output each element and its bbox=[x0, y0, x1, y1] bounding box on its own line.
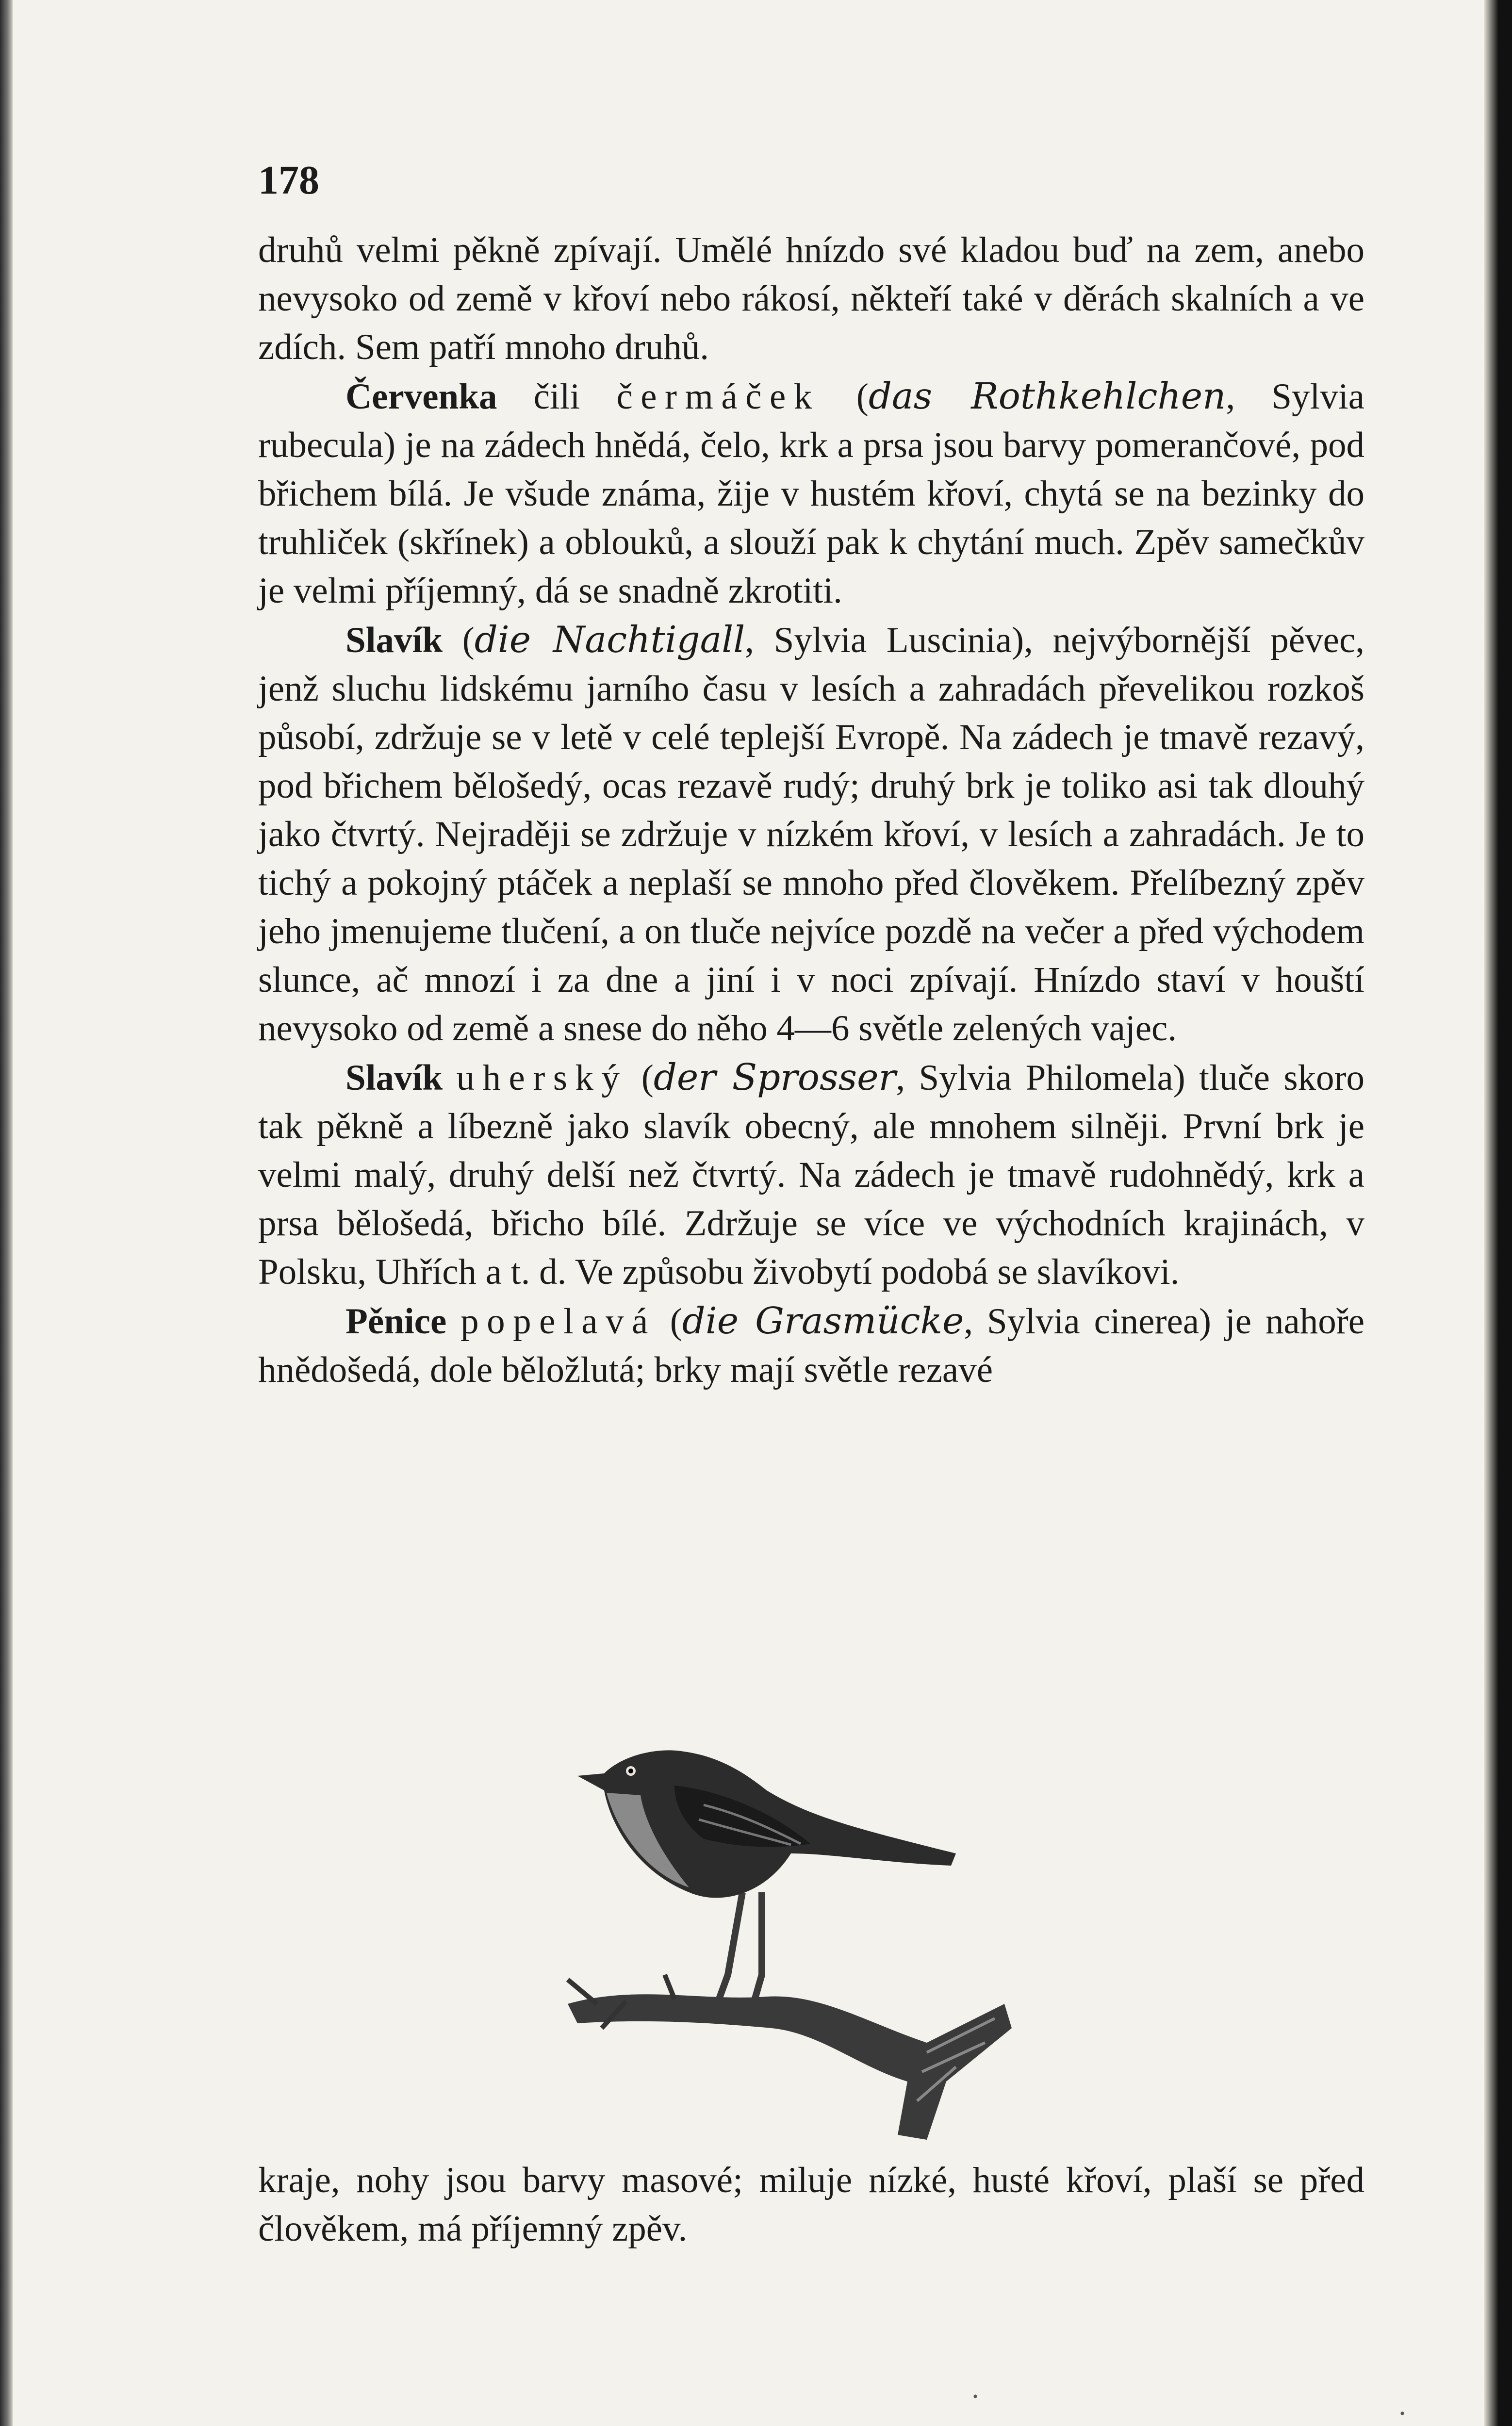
paragraph bbox=[258, 372, 1364, 615]
species-name: Slavík bbox=[345, 1058, 443, 1098]
text-run: , Sylvia cinerea) je nahoře hnědošedá, dole běložlutá; brky mají světle rezavé bbox=[258, 1301, 1365, 1390]
paragraph bbox=[258, 615, 1364, 1053]
paragraph bbox=[258, 1053, 1364, 1296]
page-number: 178 bbox=[258, 158, 319, 203]
body-text-top bbox=[258, 226, 1364, 1394]
species-epithet: uherský bbox=[456, 1058, 628, 1098]
text-run: ( bbox=[627, 1058, 654, 1098]
text-run: ( bbox=[443, 620, 475, 660]
species-epithet: čermáček bbox=[616, 377, 820, 417]
species-name: Pěnice bbox=[345, 1301, 447, 1342]
german-name: die Grasmücke bbox=[682, 1299, 964, 1342]
paragraph bbox=[258, 2156, 1364, 2253]
german-name: das Rothkehlchen bbox=[868, 375, 1226, 417]
paragraph bbox=[258, 1296, 1364, 1394]
species-name: Slavík bbox=[345, 620, 443, 660]
text-run: kraje, nohy jsou barvy masové; miluje nízké, husté křoví, plaší se před člověkem, má příjemný zpěv. bbox=[258, 2160, 1364, 2249]
text-run: , Sylvia rubecula) je na zádech hnědá, čelo, krk a prsa jsou barvy pomerančové, pod břichem bílá. Je všude známa, žije v hustém křoví, chytá se na bezinky do truhliček (skřínek) a oblouků, a slouží pak k chytání much. Zpěv samečkův je velmi příjemný, dá se snadně zkrotiti. bbox=[258, 377, 1364, 611]
text-run: ( bbox=[656, 1301, 682, 1342]
text-run: druhů velmi pěkně zpívají. Umělé hnízdo své kladou buď na zem, anebo nevysoko od země v křoví nebo rákosí, někteří také v děrách skalních a ve zdích. Sem patří mnoho druhů. bbox=[258, 230, 1364, 367]
text-run: , Sylvia Philomela) tluče skoro tak pěkně a líbezně jako slavík obecný, ale mnohem silněji. První brk je velmi malý, druhý delší než čtvrtý. Na zádech je tmavě rudohnědý, krk a prsa bělošedá, břicho bílé. Zdržuje se více ve východních krajinách, v Polsku, Uhřích a t. d. Ve způsobu živobytí podobá se slavíkovi. bbox=[258, 1058, 1365, 1292]
text-run: čili bbox=[497, 377, 617, 417]
text-run bbox=[443, 1058, 456, 1098]
scan-edge-left bbox=[0, 0, 13, 2426]
german-name: der Sprosser bbox=[653, 1056, 896, 1098]
bird-on-branch-illustration bbox=[558, 1732, 1024, 2149]
bird-on-branch-icon bbox=[558, 1732, 1024, 2149]
paragraph bbox=[258, 226, 1364, 372]
species-epithet: popelavá bbox=[460, 1301, 656, 1342]
body-text-bottom bbox=[258, 2156, 1364, 2253]
scan-speck: · bbox=[970, 2380, 980, 2412]
text-run: , Sylvia Luscinia), nejvýbornější pěvec, jenž sluchu lidskému jarního času v lesích a zahradách převelikou rozkoš působí, zdržuje se v letě v celé teplejší Evropě. Na zádech je tmavě rezavý, pod břichem bělošedý, ocas rezavě rudý; druhý brk je toliko asi tak dlouhý jako čtvrtý. Nejraději se zdržuje v nízkém křoví, v lesích a zahradách. Je to tichý a pokojný ptáček a neplaší se mnoho před člověkem. Přelíbezný zpěv jeho jmenujeme tlučení, a on tluče nejvíce pozdě na večer a před východem slunce, ač mnozí i za dne a jiní i v noci zpívají. Hnízdo staví v houští nevysoko od země a snese do něho 4—6 světle zelených vajec. bbox=[258, 620, 1364, 1049]
species-name: Červenka bbox=[345, 377, 497, 417]
text-run bbox=[446, 1301, 460, 1342]
text-run: ( bbox=[820, 377, 869, 417]
german-name: die Nachtigall bbox=[474, 618, 745, 661]
scan-edge-right bbox=[1484, 0, 1512, 2426]
scan-speck: · bbox=[1397, 2397, 1407, 2426]
